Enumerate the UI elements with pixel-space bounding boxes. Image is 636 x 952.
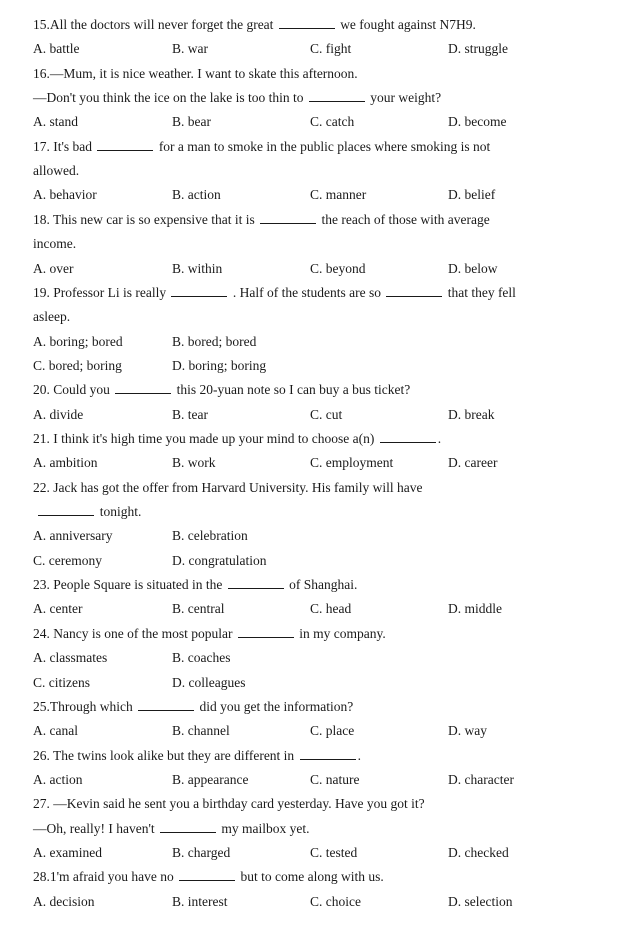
question-stem-continued bbox=[33, 307, 70, 327]
options-row bbox=[33, 892, 593, 912]
option-a: A. boring; bored bbox=[33, 333, 123, 349]
stem-text: . Half of the students are so bbox=[229, 284, 385, 300]
options-row bbox=[33, 453, 593, 473]
stem-text: 20. Could you bbox=[33, 382, 114, 398]
question-stem bbox=[33, 380, 410, 400]
option-c: C. citizens bbox=[33, 674, 90, 690]
answer-blank bbox=[171, 283, 227, 297]
option-a: A. center bbox=[33, 601, 83, 617]
option-d: D. belief bbox=[448, 187, 496, 203]
stem-text: we fought against N7H9. bbox=[336, 17, 476, 32]
stem-text: —Oh, really! I haven't bbox=[33, 820, 159, 836]
option-b: B. war bbox=[172, 41, 208, 57]
question-stem bbox=[33, 867, 384, 887]
answer-blank bbox=[179, 867, 235, 881]
stem-text: 16.—Mum, it is nice weather. I want to skate this afternoon. bbox=[33, 65, 358, 81]
answer-blank bbox=[115, 380, 171, 394]
option-a: A. behavior bbox=[33, 187, 97, 203]
option-b: B. coaches bbox=[172, 650, 231, 666]
option-b: B. action bbox=[172, 187, 221, 203]
stem-text: tonight. bbox=[96, 504, 142, 519]
options-row bbox=[33, 112, 593, 132]
question-stem bbox=[33, 15, 476, 35]
options-row bbox=[33, 259, 593, 279]
answer-blank bbox=[228, 575, 284, 589]
stem-text: . bbox=[357, 747, 361, 763]
stem-text: allowed. bbox=[33, 163, 80, 179]
answer-blank bbox=[38, 502, 94, 516]
option-b: B. bored; bored bbox=[172, 333, 257, 349]
option-b: B. appearance bbox=[172, 771, 249, 787]
stem-text: 25.Through which bbox=[33, 698, 137, 714]
option-d: D. colleagues bbox=[172, 674, 246, 690]
option-d: D. below bbox=[448, 260, 498, 276]
question-stem-continued bbox=[33, 161, 79, 181]
option-b: B. bear bbox=[172, 114, 211, 130]
options-row bbox=[33, 356, 593, 376]
options-row bbox=[33, 185, 593, 205]
question-stem bbox=[33, 210, 490, 230]
stem-text: 27. —Kevin said he sent you a birthday card yesterday. Have you got it? bbox=[33, 796, 425, 812]
answer-blank bbox=[279, 15, 335, 29]
options-row bbox=[33, 39, 593, 59]
question-stem bbox=[33, 478, 423, 498]
question-stem bbox=[33, 624, 386, 644]
option-a: A. over bbox=[33, 260, 74, 276]
stem-text: in my company. bbox=[295, 625, 386, 641]
option-b: B. interest bbox=[172, 893, 228, 909]
options-row bbox=[33, 599, 593, 619]
option-d: D. become bbox=[448, 114, 507, 130]
option-b: B. celebration bbox=[172, 528, 248, 544]
answer-blank bbox=[386, 283, 442, 297]
options-row bbox=[33, 648, 593, 668]
option-d: D. congratulation bbox=[172, 552, 267, 568]
options-row bbox=[33, 673, 593, 693]
options-row bbox=[33, 551, 593, 571]
stem-text: . bbox=[437, 431, 442, 446]
option-a: A. battle bbox=[33, 41, 80, 57]
answer-blank bbox=[138, 697, 194, 711]
option-a: A. ambition bbox=[33, 455, 98, 471]
stem-text: but to come along with us. bbox=[237, 869, 384, 885]
option-a: A. classmates bbox=[33, 650, 108, 666]
option-a: A. decision bbox=[33, 893, 95, 909]
stem-text: your weight? bbox=[366, 90, 442, 106]
options-row bbox=[33, 721, 593, 741]
question-stem bbox=[33, 137, 490, 157]
option-c: C. catch bbox=[310, 114, 355, 130]
option-b: B. charged bbox=[172, 844, 231, 860]
option-d: D. break bbox=[448, 406, 495, 422]
stem-text bbox=[33, 504, 36, 519]
stem-text: the reach of those with average bbox=[318, 211, 490, 227]
option-d: D. struggle bbox=[448, 41, 508, 57]
option-d: D. career bbox=[448, 455, 498, 471]
question-stem bbox=[33, 429, 441, 449]
stem-text: 21. I think it's high time you made up your mind to choose a(n) bbox=[33, 431, 378, 446]
stem-text: 22. Jack has got the offer from Harvard University. His family will have bbox=[33, 479, 423, 495]
stem-text: this 20-yuan note so I can buy a bus ticket? bbox=[173, 382, 411, 398]
answer-blank bbox=[260, 210, 316, 224]
option-b: B. within bbox=[172, 260, 223, 276]
stem-text: 28.1'm afraid you have no bbox=[33, 869, 178, 885]
question-stem bbox=[33, 697, 353, 717]
option-c: C. choice bbox=[310, 893, 361, 909]
option-a: A. examined bbox=[33, 844, 102, 860]
option-c: C. cut bbox=[310, 406, 343, 422]
stem-text: 18. This new car is so expensive that it is bbox=[33, 211, 259, 227]
option-a: A. anniversary bbox=[33, 528, 113, 544]
option-c: C. manner bbox=[310, 187, 367, 203]
answer-blank bbox=[238, 624, 294, 638]
stem-text: 26. The twins look alike but they are different in bbox=[33, 747, 298, 763]
option-c: C. head bbox=[310, 601, 352, 617]
option-c: C. nature bbox=[310, 771, 360, 787]
answer-blank bbox=[160, 819, 216, 833]
question-stem bbox=[33, 64, 358, 84]
options-row bbox=[33, 332, 593, 352]
options-row bbox=[33, 843, 593, 863]
options-row bbox=[33, 526, 593, 546]
stem-text: that they fell bbox=[444, 284, 516, 300]
question-stem-continued bbox=[33, 502, 141, 522]
option-b: B. tear bbox=[172, 406, 208, 422]
option-d: D. selection bbox=[448, 893, 513, 909]
options-row bbox=[33, 770, 593, 790]
stem-text: of Shanghai. bbox=[285, 577, 358, 593]
option-b: B. channel bbox=[172, 723, 230, 739]
stem-text: 17. It's bad bbox=[33, 138, 96, 154]
question-stem bbox=[33, 746, 361, 766]
answer-blank bbox=[380, 429, 436, 443]
stem-text: 24. Nancy is one of the most popular bbox=[33, 625, 236, 641]
option-a: A. divide bbox=[33, 406, 84, 422]
option-c: C. bored; boring bbox=[33, 357, 122, 373]
option-d: D. checked bbox=[448, 844, 509, 860]
options-row bbox=[33, 405, 593, 425]
stem-text: for a man to smoke in the public places where smoking is not bbox=[155, 138, 491, 154]
stem-text: 23. People Square is situated in the bbox=[33, 577, 226, 593]
option-b: B. central bbox=[172, 601, 225, 617]
answer-blank bbox=[97, 137, 153, 151]
option-c: C. ceremony bbox=[33, 552, 102, 568]
question-stem-continued bbox=[33, 234, 76, 254]
option-d: D. character bbox=[448, 771, 514, 787]
question-stem-continued bbox=[33, 819, 310, 839]
question-stem bbox=[33, 794, 425, 814]
option-b: B. work bbox=[172, 455, 216, 471]
stem-text: did you get the information? bbox=[196, 698, 354, 714]
option-d: D. boring; boring bbox=[172, 357, 267, 373]
option-c: C. place bbox=[310, 723, 355, 739]
option-a: A. action bbox=[33, 771, 83, 787]
answer-blank bbox=[300, 746, 356, 760]
stem-text: asleep. bbox=[33, 309, 71, 325]
option-a: A. canal bbox=[33, 723, 78, 739]
option-c: C. employment bbox=[310, 455, 394, 471]
stem-text: 15.All the doctors will never forget the great bbox=[33, 17, 277, 32]
question-stem bbox=[33, 283, 516, 303]
answer-blank bbox=[309, 88, 365, 102]
stem-text: my mailbox yet. bbox=[218, 820, 310, 836]
question-stem-continued bbox=[33, 88, 441, 108]
option-d: D. middle bbox=[448, 601, 502, 617]
option-c: C. beyond bbox=[310, 260, 366, 276]
stem-text: 19. Professor Li is really bbox=[33, 284, 170, 300]
question-stem bbox=[33, 575, 357, 595]
option-c: C. fight bbox=[310, 41, 352, 57]
option-c: C. tested bbox=[310, 844, 358, 860]
stem-text: —Don't you think the ice on the lake is too thin to bbox=[33, 90, 307, 106]
option-d: D. way bbox=[448, 723, 487, 739]
option-a: A. stand bbox=[33, 114, 78, 130]
stem-text: income. bbox=[33, 236, 77, 252]
